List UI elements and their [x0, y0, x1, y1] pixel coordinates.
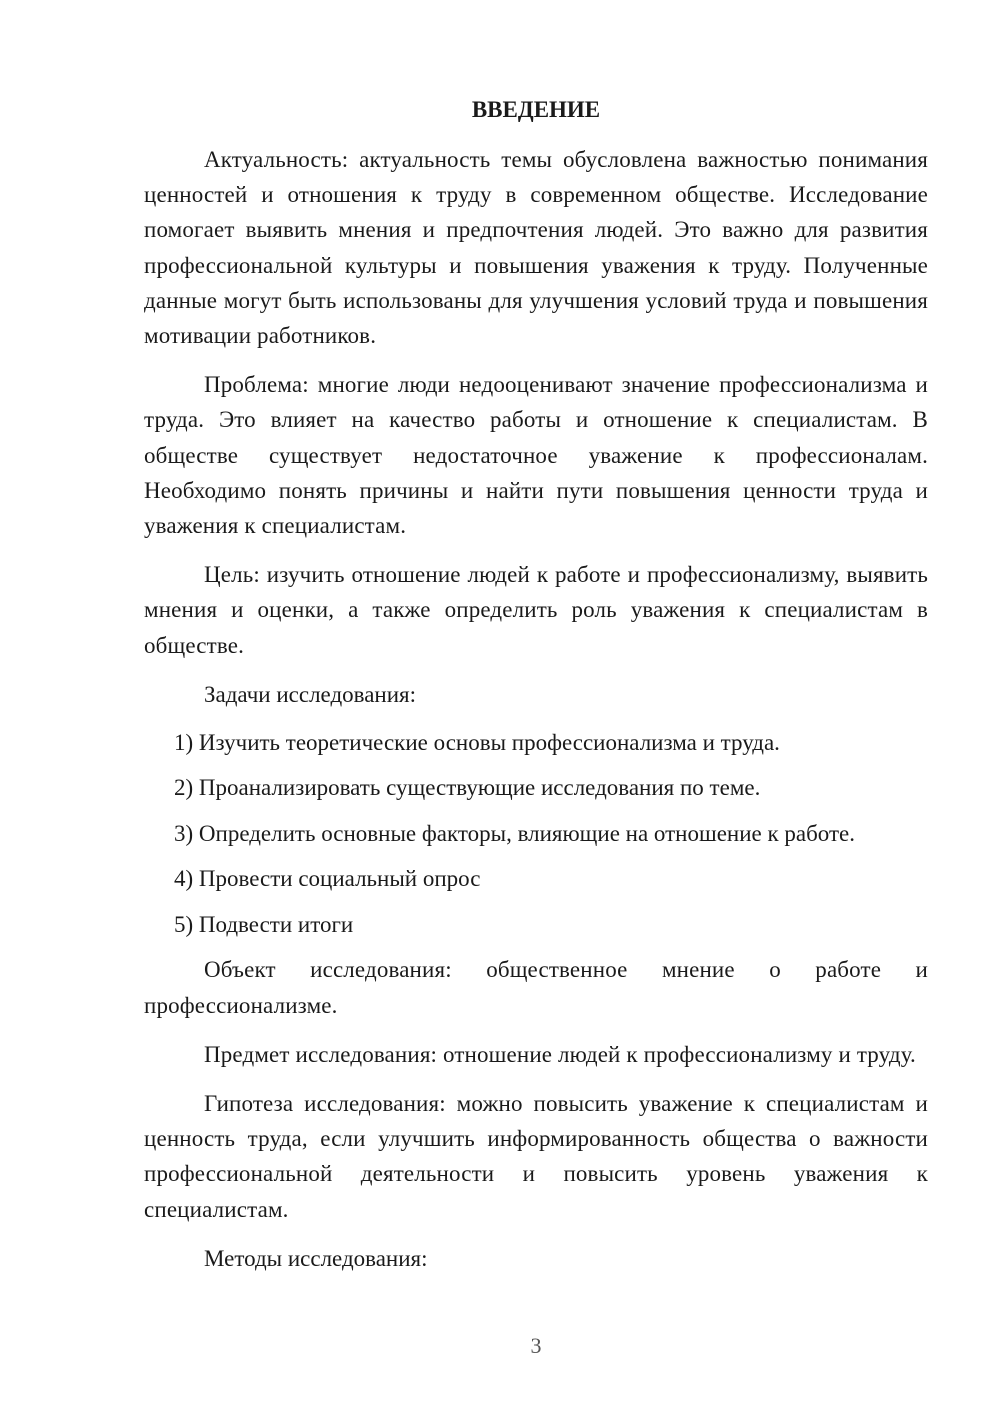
task-item-2: 2) Проанализировать существующие исследования по теме.: [174, 775, 761, 801]
goal-paragraph: Цель: изучить отношение людей к работе и профессионализму, выявить мнения и оценки, а также определить роль уважения к специалистам в обществе.: [144, 562, 928, 658]
object-paragraph: Объект исследования: общественное мнение о работе и профессионализме.: [144, 957, 928, 1018]
page-content: [144, 96, 928, 1276]
tasks-list: [144, 725, 928, 943]
methods-heading: Методы исследования:: [204, 1245, 428, 1271]
relevance-paragraph: Актуальность: актуальность темы обусловлена важностью понимания ценностей и отношения к труду в современном обществе. Исследование помогает выявить мнения и предпочтения людей. Это важно для развития профессиональной культуры и повышения уважения к труду. Полученные данные могут быть использованы для улучшения условий труда и повышения мотивации работников.: [144, 147, 928, 349]
task-item-4: 4) Провести социальный опрос: [174, 866, 481, 892]
page-number: 3: [530, 1333, 542, 1358]
task-item-1: 1) Изучить теоретические основы профессионализма и труда.: [174, 729, 780, 755]
subject-paragraph: Предмет исследования: отношение людей к профессионализму и труду.: [204, 1041, 916, 1067]
hypothesis-paragraph: Гипотеза исследования: можно повысить уважение к специалистам и ценность труда, если улучшить информированность общества о важности профессиональной деятельности и повысить уровень уважения к специалистам.: [144, 1090, 928, 1222]
page-title: ВВЕДЕНИЕ: [471, 97, 601, 122]
problem-paragraph: Проблема: многие люди недооценивают значение профессионализма и труда. Это влияет на качество работы и отношение к специалистам. В обществе существует недостаточное уважение к профессионалам. Необходимо понять причины и найти пути повышения ценности труда и уважения к специалистам.: [144, 372, 928, 539]
task-item-3: 3) Определить основные факторы, влияющие на отношение к работе.: [174, 820, 856, 846]
tasks-heading: Задачи исследования:: [204, 681, 417, 707]
task-item-5: 5) Подвести итоги: [174, 911, 354, 937]
